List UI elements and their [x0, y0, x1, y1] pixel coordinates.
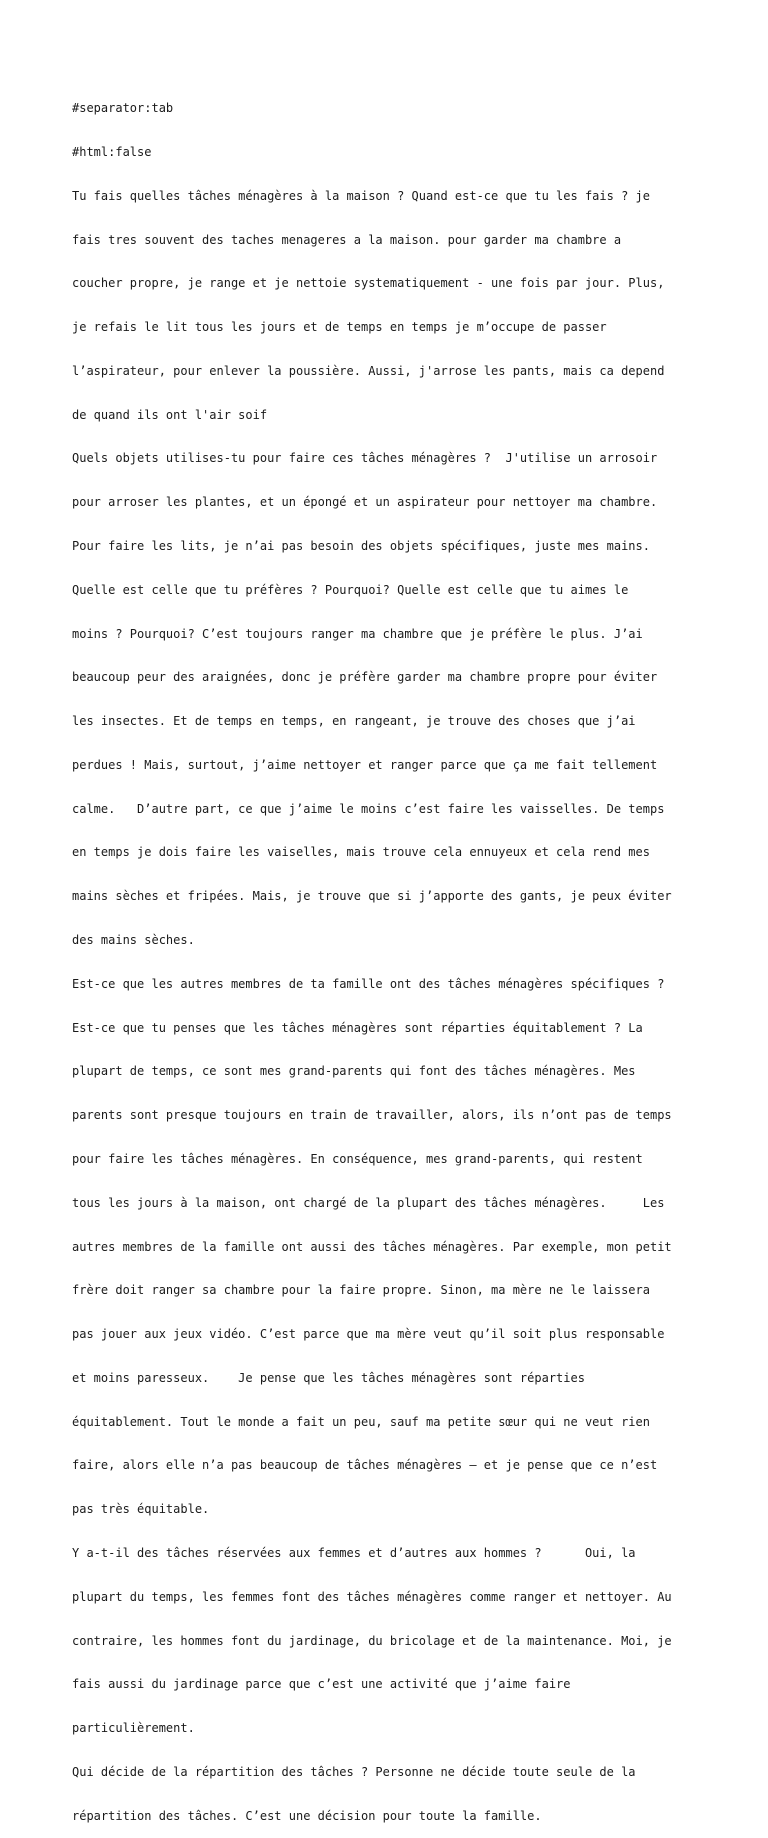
- text-line: plupart de temps, ce sont mes grand-parents qui font des tâches ménagères. Mes: [72, 1064, 636, 1079]
- text-line: en temps je dois faire les vaiselles, mais trouve cela ennuyeux et cela rend mes: [72, 845, 650, 860]
- text-line: particulièrement.: [72, 1721, 195, 1736]
- text-line: faire, alors elle n’a pas beaucoup de tâches ménagères — et je pense que ce n’est: [72, 1458, 658, 1473]
- text-line: beaucoup peur des araignées, donc je préfère garder ma chambre propre pour éviter: [72, 670, 658, 685]
- text-line: parents sont presque toujours en train de travailler, alors, ils n’ont pas de temps: [72, 1108, 672, 1123]
- text-line: Qui décide de la répartition des tâches ? Personne ne décide toute seule de la: [72, 1764, 636, 1779]
- text-line: autres membres de la famille ont aussi des tâches ménagères. Par exemple, mon petit: [72, 1239, 672, 1254]
- text-line: fais tres souvent des taches menageres a la maison. pour garder ma chambre a: [72, 232, 622, 247]
- text-line: de quand ils ont l'air soif: [72, 407, 268, 422]
- text-line: moins ? Pourquoi? C’est toujours ranger ma chambre que je préfère le plus. J’ai: [72, 626, 643, 641]
- text-line: pas très équitable.: [72, 1502, 210, 1517]
- text-line: des mains sèches.: [72, 933, 195, 948]
- text-line: pas jouer aux jeux vidéo. C’est parce que ma mère veut qu’il soit plus responsable: [72, 1327, 665, 1342]
- text-line: contraire, les hommes font du jardinage, du bricolage et de la maintenance. Moi, je: [72, 1633, 672, 1648]
- text-line: Y a-t-il des tâches réservées aux femmes et d’autres aux hommes ? Oui, la: [72, 1545, 636, 1560]
- text-line: et moins paresseux. Je pense que les tâches ménagères sont réparties: [72, 1370, 585, 1385]
- text-line: les insectes. Et de temps en temps, en rangeant, je trouve des choses que j’ai: [72, 714, 636, 729]
- text-line: je refais le lit tous les jours et de temps en temps je m’occupe de passer: [72, 320, 607, 335]
- text-line: #html:false: [72, 144, 152, 159]
- text-line: perdues ! Mais, surtout, j’aime nettoyer et ranger parce que ça me fait tellement: [72, 757, 658, 772]
- text-line: Tu fais quelles tâches ménagères à la maison ? Quand est-ce que tu les fais ? je: [72, 188, 650, 203]
- text-line: Est-ce que les autres membres de ta famille ont des tâches ménagères spécifiques ?: [72, 976, 665, 991]
- text-line: l’aspirateur, pour enlever la poussière. Aussi, j'arrose les pants, mais ca depend: [72, 363, 665, 378]
- text-line: mains sèches et fripées. Mais, je trouve que si j’apporte des gants, je peux éviter: [72, 889, 672, 904]
- text-line: Quels objets utilises-tu pour faire ces tâches ménagères ? J'utilise un arrosoir: [72, 451, 658, 466]
- text-line: Est-ce que tu penses que les tâches ménagères sont réparties équitablement ? La: [72, 1020, 643, 1035]
- text-line: frère doit ranger sa chambre pour la faire propre. Sinon, ma mère ne le laissera: [72, 1283, 650, 1298]
- text-line: plupart du temps, les femmes font des tâches ménagères comme ranger et nettoyer. Au: [72, 1589, 672, 1604]
- text-line: #separator:tab: [72, 101, 174, 116]
- text-line: calme. D’autre part, ce que j’aime le moins c’est faire les vaisselles. De temps: [72, 801, 665, 816]
- document-body: [72, 72, 712, 1838]
- text-line: Pour faire les lits, je n’ai pas besoin des objets spécifiques, juste mes mains.: [72, 539, 650, 553]
- text-line: Quelle est celle que tu préfères ? Pourquoi? Quelle est celle que tu aimes le: [72, 582, 629, 597]
- text-line: fais aussi du jardinage parce que c’est une activité que j’aime faire: [72, 1677, 571, 1692]
- text-line: équitablement. Tout le monde a fait un peu, sauf ma petite sœur qui ne veut rien: [72, 1414, 650, 1429]
- text-line: répartition des tâches. C’est une décision pour toute la famille.: [72, 1808, 542, 1823]
- text-line: tous les jours à la maison, ont chargé de la plupart des tâches ménagères. Les: [72, 1195, 665, 1210]
- text-line: coucher propre, je range et je nettoie systematiquement - une fois par jour. Plus,: [72, 276, 665, 291]
- text-line: pour faire les tâches ménagères. En conséquence, mes grand-parents, qui restent: [72, 1151, 643, 1166]
- text-line: pour arroser les plantes, et un épongé et un aspirateur pour nettoyer ma chambre.: [72, 495, 658, 510]
